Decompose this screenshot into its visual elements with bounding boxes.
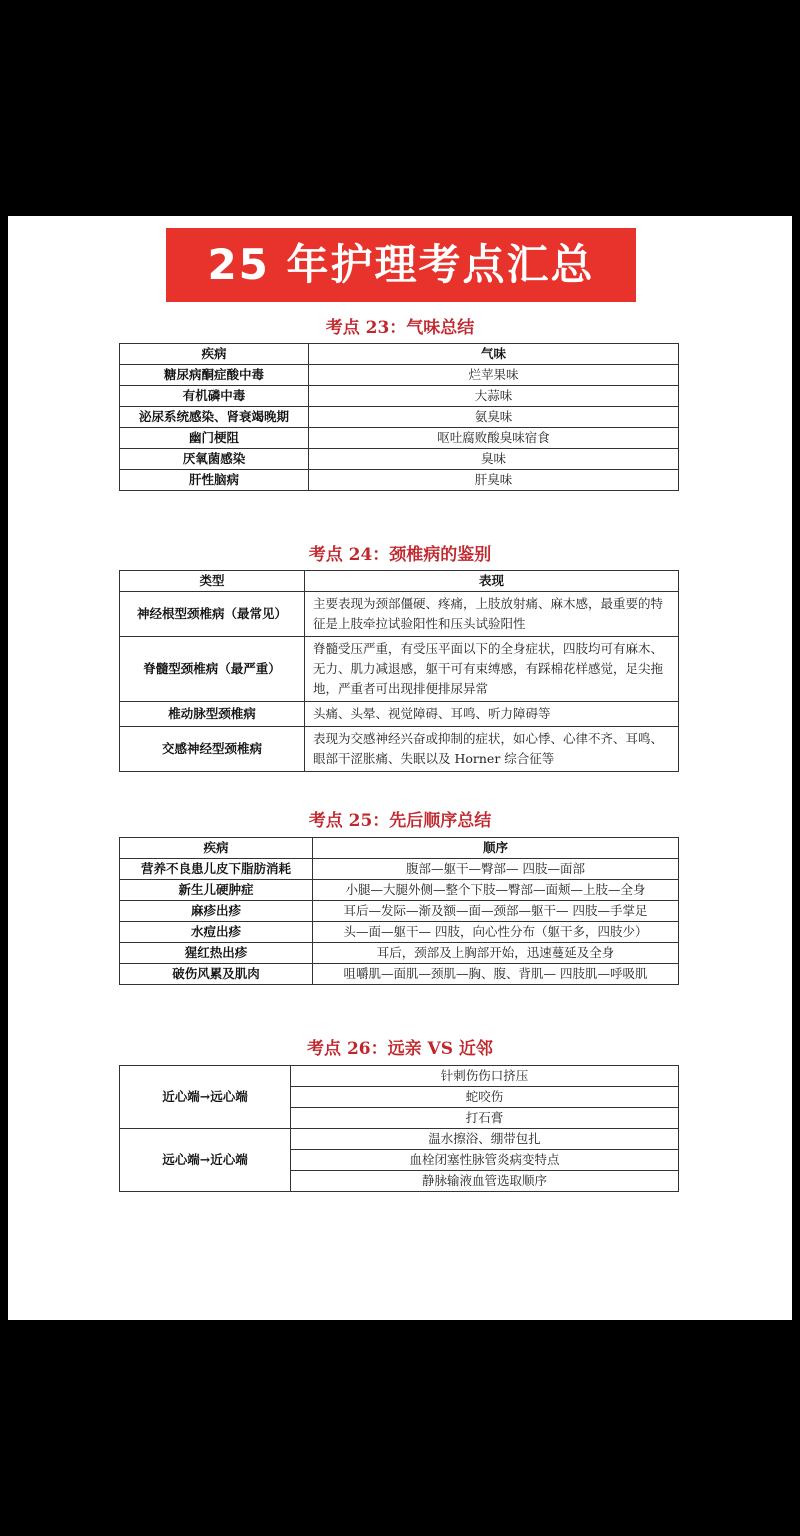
row-value-cell: 温水擦浴、绷带包扎 [291,1129,679,1150]
row-value-cell: 臭味 [309,449,679,470]
row-value-cell: 针刺伤伤口挤压 [291,1066,679,1087]
table-row [120,592,679,637]
header-cell: 疾病 [120,838,313,859]
row-value-cell: 耳后，颈部及上胸部开始，迅速蔓延及全身 [313,943,679,964]
table-cervical [119,570,679,772]
table-row [120,386,679,407]
table-row [120,943,679,964]
table-row [120,1129,679,1150]
row-key-cell: 神经根型颈椎病（最常见） [120,592,305,637]
row-value-cell: 大蒜味 [309,386,679,407]
row-value-cell: 蛇咬伤 [291,1087,679,1108]
section-24-title: 考点 24：颈椎病的鉴别 [308,545,492,565]
table-row [120,365,679,386]
section-25-title: 考点 25：先后顺序总结 [308,811,492,831]
row-value-cell: 脊髓受压严重，有受压平面以下的全身症状，四肢均可有麻木、无力、肌力减退感，躯干可有束缚感，有踩棉花样感觉，足尖拖地，严重者可出现排便排尿异常 [305,637,679,702]
table-row [120,880,679,901]
row-key-cell: 有机磷中毒 [120,386,309,407]
table-smell [119,343,679,491]
row-key-cell: 猩红热出疹 [120,943,313,964]
row-key-cell: 新生儿硬肿症 [120,880,313,901]
row-value-cell: 肝臭味 [309,470,679,491]
row-value-cell: 头—面—躯干— 四肢，向心性分布（躯干多，四肢少） [313,922,679,943]
section-23-title: 考点 23：气味总结 [325,318,475,338]
table-direction [119,1065,679,1192]
header-cell: 类型 [120,571,305,592]
group-label: 远心端→近心端 [120,1129,291,1192]
row-value-cell: 耳后—发际—渐及额—面—颈部—躯干— 四肢—手掌足 [313,901,679,922]
row-value-cell: 打石膏 [291,1108,679,1129]
row-value-cell: 静脉输液血管选取顺序 [291,1171,679,1192]
header-cell: 顺序 [313,838,679,859]
banner-title: 25 年护理考点汇总 [166,228,636,302]
table-row [120,964,679,985]
header-cell: 表现 [305,571,679,592]
row-key-cell: 破伤风累及肌肉 [120,964,313,985]
row-value-cell: 烂苹果味 [309,365,679,386]
table-row [120,470,679,491]
table-row [120,901,679,922]
row-key-cell: 椎动脉型颈椎病 [120,702,305,727]
row-value-cell: 腹部—躯干—臀部— 四肢—面部 [313,859,679,880]
table-row [120,428,679,449]
table-row [120,637,679,702]
row-key-cell: 肝性脑病 [120,470,309,491]
table-row [120,727,679,772]
row-key-cell: 麻疹出疹 [120,901,313,922]
document-page [8,216,792,1320]
row-key-cell: 水痘出疹 [120,922,313,943]
row-key-cell: 幽门梗阻 [120,428,309,449]
table-row [120,702,679,727]
row-value-cell: 主要表现为颈部僵硬、疼痛，上肢放射痛、麻木感，最重要的特征是上肢牵拉试验阳性和压头试验阳性 [305,592,679,637]
row-key-cell: 交感神经型颈椎病 [120,727,305,772]
table-row [120,1066,679,1087]
row-key-cell: 脊髓型颈椎病（最严重） [120,637,305,702]
table-row [120,859,679,880]
row-value-cell: 表现为交感神经兴奋或抑制的症状，如心悸、心律不齐、耳鸣、眼部干涩胀痛、失眠以及 Horner 综合征等 [305,727,679,772]
table-row [120,407,679,428]
row-value-cell: 小腿—大腿外侧—整个下肢—臀部—面颊—上肢—全身 [313,880,679,901]
row-value-cell: 头痛、头晕、视觉障碍、耳鸣、听力障碍等 [305,702,679,727]
header-cell: 疾病 [120,344,309,365]
header-cell: 气味 [309,344,679,365]
row-key-cell: 厌氧菌感染 [120,449,309,470]
row-key-cell: 营养不良患儿皮下脂肪消耗 [120,859,313,880]
row-value-cell: 血栓闭塞性脉管炎病变特点 [291,1150,679,1171]
section-26-title: 考点 26：远亲 VS 近邻 [307,1039,493,1059]
row-value-cell: 呕吐腐败酸臭味宿食 [309,428,679,449]
row-key-cell: 泌尿系统感染、肾衰竭晚期 [120,407,309,428]
table-sequence [119,837,679,985]
group-label: 近心端→远心端 [120,1066,291,1129]
table-row [120,922,679,943]
row-value-cell: 氨臭味 [309,407,679,428]
row-key-cell: 糖尿病酮症酸中毒 [120,365,309,386]
table-row [120,449,679,470]
row-value-cell: 咀嚼肌—面肌—颈肌—胸、腹、背肌— 四肢肌—呼吸肌 [313,964,679,985]
